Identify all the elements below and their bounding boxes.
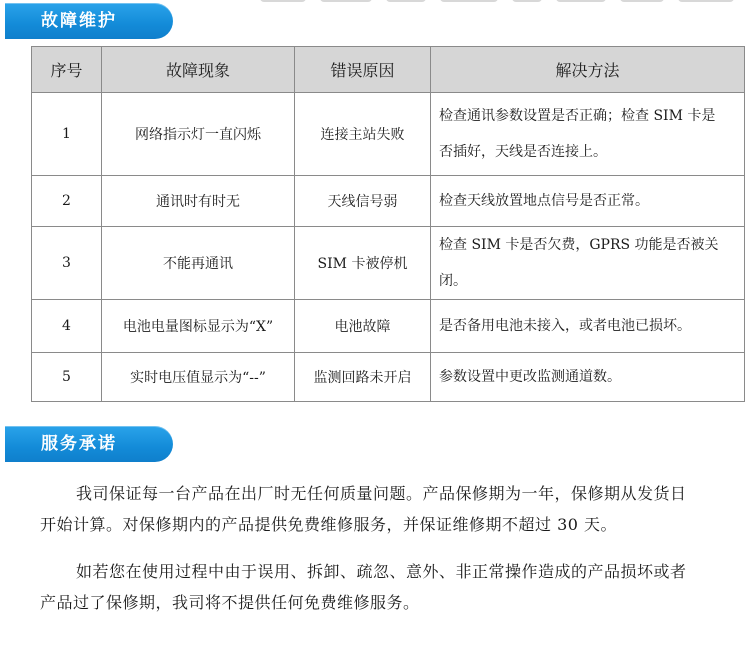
table-row [32, 300, 745, 353]
paragraph-line: 我司保证每一台产品在出厂时无任何质量问题。产品保修期为一年，保修期从发货日 [76, 484, 687, 503]
cropped-top-text [260, 0, 740, 4]
solution-line: 是否备用电池未接入，或者电池已损坏。 [439, 318, 691, 334]
solution-line: 检查通讯参数设置是否正确；检查 SIM 卡是 [439, 108, 716, 124]
table-row [32, 176, 745, 227]
row-no: 4 [32, 300, 102, 353]
table-header-row [32, 47, 745, 93]
header-cause: 错误原因 [295, 47, 431, 93]
solution-line: 参数设置中更改监测通道数。 [439, 369, 621, 385]
row-symptom: 电池电量图标显示为“X” [102, 300, 295, 353]
table-row [32, 93, 745, 176]
solution-line: 检查 SIM 卡是否欠费，GPRS 功能是否被关闭。 [439, 237, 719, 289]
row-cause: SIM 卡被停机 [295, 227, 431, 300]
row-no: 5 [32, 353, 102, 402]
row-cause: 天线信号弱 [295, 176, 431, 227]
service-paragraph-exclusions [40, 556, 740, 618]
row-no: 2 [32, 176, 102, 227]
row-solution [431, 227, 745, 300]
row-symptom: 实时电压值显示为“--” [102, 353, 295, 402]
solution-line: 否插好，天线是否连接上。 [439, 144, 607, 160]
row-symptom: 通讯时有时无 [102, 176, 295, 227]
table-row [32, 353, 745, 402]
row-no: 3 [32, 227, 102, 300]
row-symptom: 网络指示灯一直闪烁 [102, 93, 295, 176]
row-solution [431, 93, 745, 176]
solution-line: 检查天线放置地点信号是否正常。 [439, 193, 649, 209]
table-row [32, 227, 745, 300]
service-paragraph-warranty [40, 478, 740, 540]
row-no: 1 [32, 93, 102, 176]
row-solution [431, 176, 745, 227]
header-solution: 解决方法 [431, 47, 745, 93]
paragraph-line: 如若您在使用过程中由于误用、拆卸、疏忽、意外、非正常操作造成的产品损坏或者 [76, 562, 687, 581]
row-symptom: 不能再通讯 [102, 227, 295, 300]
header-no: 序号 [32, 47, 102, 93]
section-header-fault-maintenance: 故障维护 [5, 3, 173, 39]
fault-table [31, 46, 745, 402]
header-symptom: 故障现象 [102, 47, 295, 93]
section-header-service-commitment: 服务承诺 [5, 426, 173, 462]
row-solution [431, 300, 745, 353]
paragraph-line: 开始计算。对保修期内的产品提供免费维修服务，并保证维修期不超过 30 天。 [40, 515, 618, 534]
row-cause: 电池故障 [295, 300, 431, 353]
row-cause: 连接主站失败 [295, 93, 431, 176]
paragraph-line: 产品过了保修期，我司将不提供任何免费维修服务。 [40, 593, 420, 612]
row-solution [431, 353, 745, 402]
row-cause: 监测回路未开启 [295, 353, 431, 402]
